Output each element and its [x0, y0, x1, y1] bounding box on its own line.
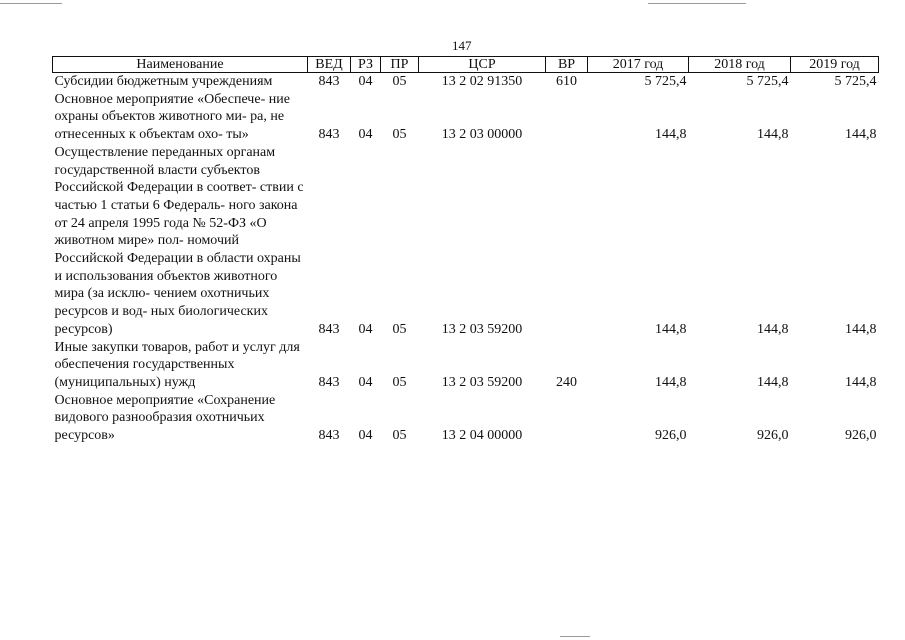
row-2018: 5 725,4: [746, 74, 789, 89]
row-rz: 04: [358, 127, 373, 143]
row-rz: 04: [358, 74, 373, 89]
row-name: Основное мероприятие «Обеспече- ние охраны объектов животного ми- ра, не отнесенных к объектам охо- ты»: [54, 91, 290, 143]
header-pr: ПР: [381, 57, 419, 73]
row-rz: 04: [358, 321, 373, 337]
header-csr: ЦСР: [419, 57, 546, 73]
scan-edge-top-left: [0, 3, 62, 4]
row-ved: 843: [318, 74, 340, 89]
row-2019: 144,8: [845, 127, 877, 143]
row-2018: 144,8: [757, 127, 789, 143]
scan-edge-top-right: [648, 3, 746, 4]
row-2017: 5 725,4: [644, 74, 687, 89]
row-2017: 926,0: [655, 428, 687, 444]
row-csr: 13 2 03 00000: [441, 127, 523, 143]
row-pr: 05: [392, 428, 407, 444]
row-2019: 926,0: [845, 428, 877, 444]
row-csr: 13 2 03 59200: [441, 321, 523, 337]
row-2019: 144,8: [845, 374, 877, 390]
row-csr: 13 2 02 91350: [441, 74, 523, 89]
table-row: [53, 91, 879, 144]
row-name: Субсидии бюджетным учреждениям: [54, 74, 273, 89]
header-2019: 2019 год: [791, 57, 879, 73]
row-name: Основное мероприятие «Сохранение видового разнообразия охотничьих ресурсов»: [54, 392, 276, 444]
header-row: [53, 57, 879, 73]
row-vr: 610: [556, 74, 577, 89]
header-2017: 2017 год: [588, 57, 689, 73]
row-ved: 843: [318, 428, 340, 444]
row-name: Иные закупки товаров, работ и услуг для обеспечения государственных (муниципальных) нужд: [54, 339, 300, 390]
row-2017: 144,8: [655, 321, 687, 337]
row-2017: 144,8: [655, 374, 687, 390]
table-row: [53, 73, 879, 91]
table-row: [53, 392, 879, 445]
page-number: 147: [452, 38, 472, 53]
row-2018: 144,8: [757, 374, 789, 390]
header-vr: ВР: [546, 57, 588, 73]
row-ved: 843: [318, 374, 340, 390]
table-row: [53, 339, 879, 392]
row-pr: 05: [392, 127, 407, 143]
row-2019: 144,8: [845, 321, 877, 337]
table-row: [53, 144, 879, 339]
row-pr: 05: [392, 74, 407, 89]
row-rz: 04: [358, 374, 373, 390]
row-vr: [546, 91, 588, 144]
scan-edge-bottom: [560, 636, 590, 637]
budget-table: [52, 56, 879, 445]
row-2018: 926,0: [757, 428, 789, 444]
row-pr: 05: [392, 321, 407, 337]
row-ved: 843: [318, 127, 340, 143]
header-rz: РЗ: [351, 57, 381, 73]
row-2017: 144,8: [655, 127, 687, 143]
row-name: Осуществление переданных органам государственной власти субъектов Российской Федерации в соответ- ствии с частью 1 статьи 6 Федераль- ного закона от 24 апреля 1995 года № 52-ФЗ «О животном мире» пол- номочий Российской Федерации в области охраны и использования объектов животного мира (за исклю- чением охотничьих ресурсов и вод- ных биологических ресурсов): [54, 144, 304, 337]
row-2018: 144,8: [757, 321, 789, 337]
row-2019: 5 725,4: [834, 74, 877, 89]
row-ved: 843: [318, 321, 340, 337]
row-pr: 05: [392, 374, 407, 390]
header-ved: ВЕД: [308, 57, 351, 73]
row-csr: 13 2 04 00000: [441, 428, 523, 444]
row-vr: [546, 392, 588, 445]
row-rz: 04: [358, 428, 373, 444]
row-vr: 240: [556, 374, 577, 390]
header-2018: 2018 год: [689, 57, 791, 73]
row-vr: [546, 144, 588, 339]
row-csr: 13 2 03 59200: [441, 374, 523, 390]
header-name: Наименование: [53, 57, 308, 73]
